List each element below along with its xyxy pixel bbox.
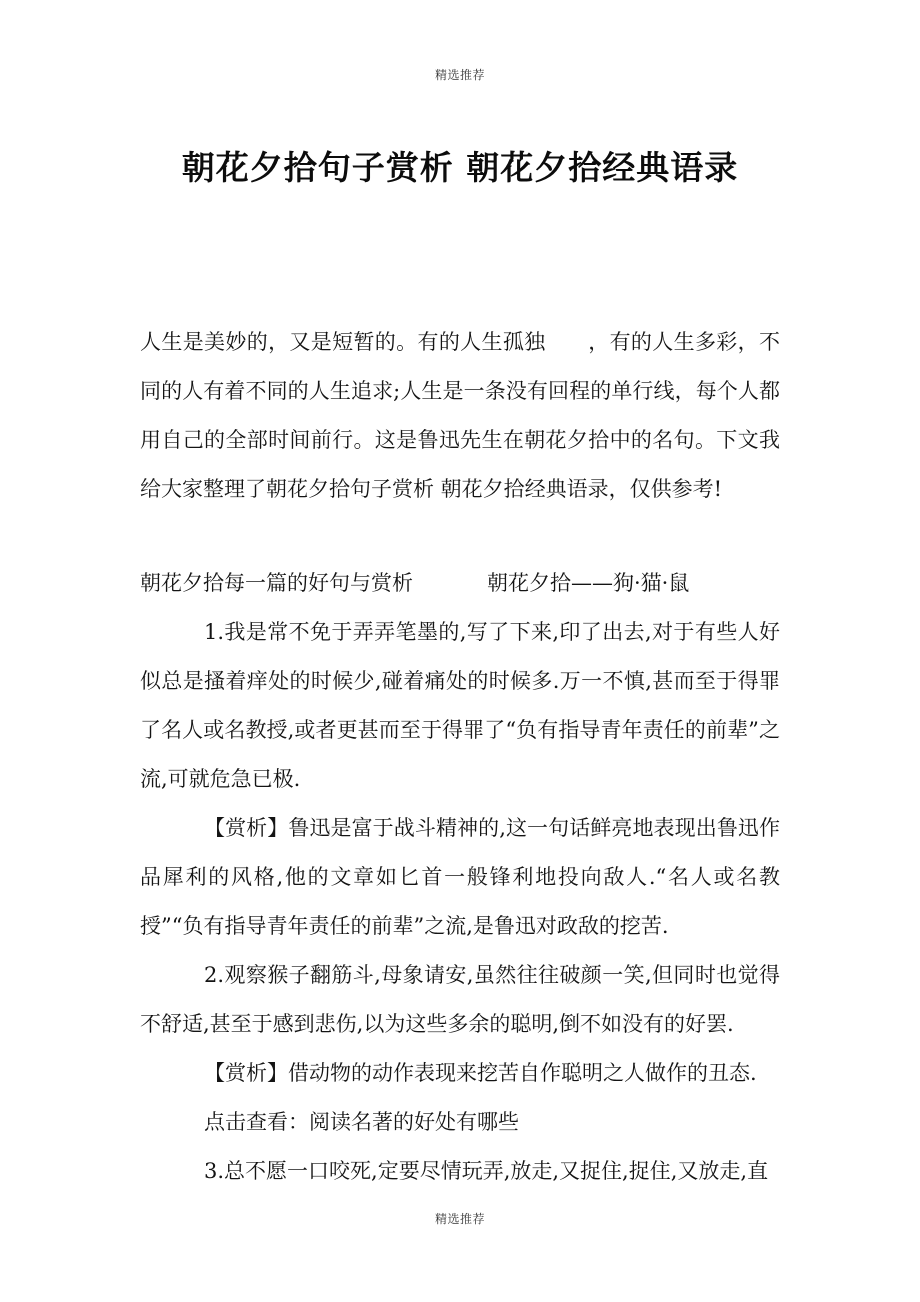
section-heading-right: 朝花夕拾——狗·猫·鼠 [487,571,690,595]
intro-paragraph: 人生是美妙的，又是短暂的。有的人生孤独 ，有的人生多彩，不同的人有着不同的人生追求;人生是一条没有回程的单行线，每个人都用自己的全部时间前行。这是鲁迅先生在朝花夕拾中的名句。下文我给大家整理了朝花夕拾句子赏析 朝花夕拾经典语录，仅供参考! [140,330,780,501]
analysis-paragraph-2: 【赏析】借动物的动作表现来挖苦自作聪明之人做作的丑态. [204,1061,757,1085]
analysis-paragraph-1: 【赏析】鲁迅是富于战斗精神的,这一句话鲜亮地表现出鲁迅作品犀利的风格,他的文章如匕首一般锋利地投向敌人.“名人或名教授”“负有指导青年责任的前辈”之流,是鲁迅对政敌的挖苦. [140,816,780,938]
section-heading [140,559,780,608]
see-also-link[interactable]: 点击查看：阅读名著的好处有哪些 [204,1110,519,1134]
intro-block [140,318,780,514]
quote-paragraph-3: 3.总不愿一口咬死,定要尽情玩弄,放走,又捉住,捉住,又放走,直 [204,1159,769,1183]
quote-paragraph-1: 1.我是常不免于弄弄笔墨的,写了下来,印了出去,对于有些人好似总是搔着痒处的时候少,碰着痛处的时候多.万一不慎,甚而至于得罪了名人或名教授,或者更甚而至于得罪了“负有指导青年责任的前辈”之流,可就危急已极. [140,620,780,791]
page-footer: 精选推荐 [434,1212,485,1226]
document-title: 朝花夕拾句子赏析 朝花夕拾经典语录 [181,148,739,187]
page-header: 精选推荐 [434,68,485,82]
quote-paragraph-2: 2.观察猴子翻筋斗,母象请安,虽然往往破颜一笑,但同时也觉得不舒适,甚至于感到悲伤,以为这些多余的聪明,倒不如没有的好罢. [140,963,780,1036]
article-body [140,559,780,1196]
section-heading-left: 朝花夕拾每一篇的好句与赏析 [140,571,413,595]
